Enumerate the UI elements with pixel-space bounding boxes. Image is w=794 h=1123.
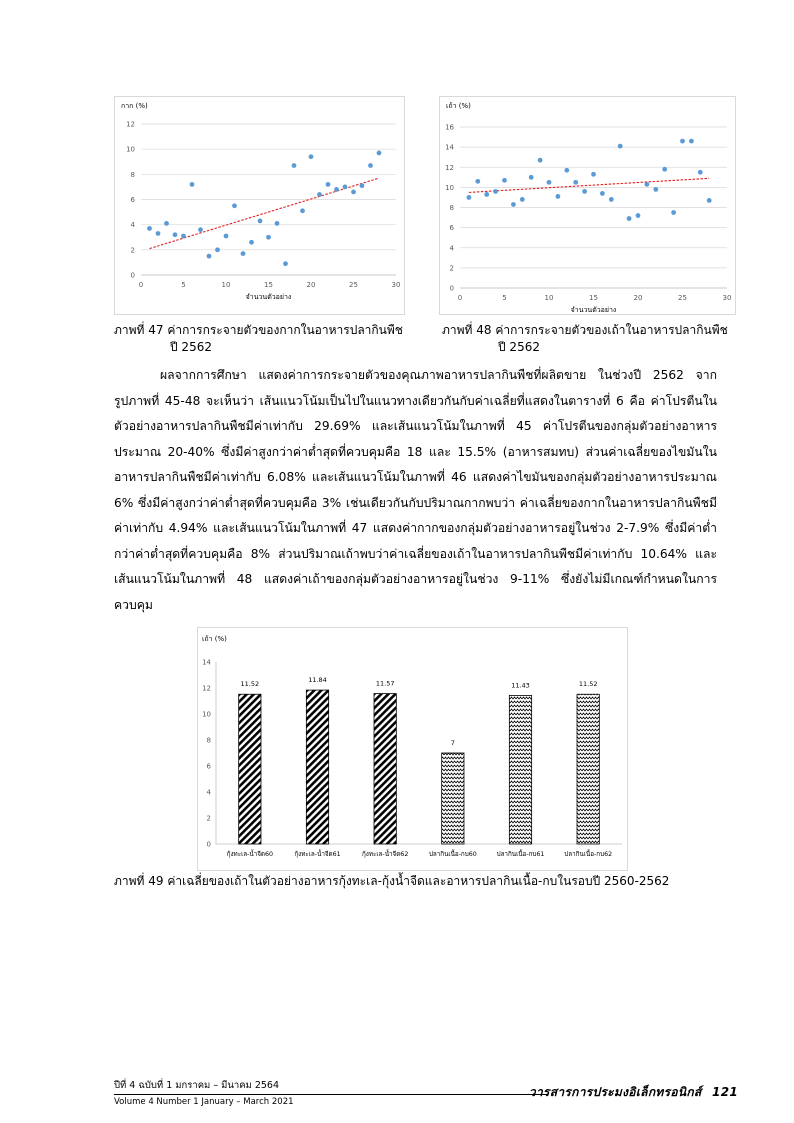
data-point <box>368 163 373 168</box>
chart-49-svg <box>198 628 627 870</box>
x-tick-label: 5 <box>181 281 186 289</box>
y-tick-label: 16 <box>445 123 454 132</box>
x-tick-label: 5 <box>502 294 507 302</box>
caption-48-line2: ปี 2562 <box>498 340 540 354</box>
y-tick-label: 6 <box>130 196 135 204</box>
footer-issue-en: Volume 4 Number 1 January – March 2021 <box>114 1097 294 1107</box>
data-point <box>591 172 596 177</box>
body-paragraph <box>114 363 717 618</box>
caption-48-line1: ภาพที่ 48 ค่าการกระจายตัวของเถ้าในอาหารปลากินพืช <box>442 323 728 337</box>
data-point <box>351 190 356 195</box>
bar <box>239 694 261 844</box>
data-point <box>520 197 525 202</box>
chart-47-svg <box>115 97 404 314</box>
bar <box>442 753 464 844</box>
data-point <box>538 158 543 163</box>
x-tick-label: 10 <box>544 294 554 302</box>
y-tick-label: 2 <box>130 246 135 255</box>
x-tick-label: 10 <box>221 281 231 289</box>
x-category-label: ปลากินเนื้อ-กบ61 <box>496 851 545 858</box>
data-point <box>609 197 614 202</box>
data-point <box>627 216 632 221</box>
footer-page-number: 121 <box>712 1085 738 1099</box>
data-point <box>190 182 195 187</box>
x-axis-title: จำนวนตัวอย่าง <box>570 306 617 314</box>
y-tick-label: 0 <box>449 284 454 293</box>
data-point <box>582 189 587 194</box>
y-tick-label: 6 <box>206 762 211 771</box>
bar-value-label: 11.57 <box>375 679 395 688</box>
data-point <box>707 198 712 203</box>
data-point <box>198 227 203 232</box>
caption-49: ภาพที่ 49 ค่าเฉลี่ยของเถ้าในตัวอย่างอาหารกุ้งทะเล-กุ้งน้ำจืดและอาหารปลากินเนื้อ-กบในรอบปี 2560-2562 <box>114 874 670 888</box>
bar-value-label: 11.52 <box>240 680 260 689</box>
footer-journal-name: วารสารการประมงอิเล็กทรอนิกส์ <box>528 1085 702 1099</box>
x-tick-label: 25 <box>349 281 358 289</box>
x-tick-label: 20 <box>306 281 316 289</box>
y-tick-label: 8 <box>130 170 135 179</box>
bar <box>577 694 599 844</box>
y-tick-label: 0 <box>206 840 211 849</box>
data-point <box>283 261 288 266</box>
data-point <box>689 139 694 144</box>
y-tick-label: 4 <box>130 221 135 230</box>
y-tick-label: 14 <box>202 658 211 667</box>
x-tick-label: 15 <box>589 294 598 302</box>
x-tick-label: 30 <box>391 281 401 289</box>
x-tick-label: 30 <box>722 294 732 302</box>
data-point <box>484 192 489 197</box>
data-point <box>511 202 516 207</box>
bar <box>374 694 396 844</box>
data-point <box>164 221 169 226</box>
data-point <box>636 213 641 218</box>
data-point <box>147 226 152 231</box>
x-tick-label: 0 <box>457 294 463 302</box>
data-point <box>698 170 703 175</box>
data-point <box>671 210 676 215</box>
caption-48 <box>442 322 742 356</box>
x-tick-label: 25 <box>678 294 687 302</box>
bar-value-label: 11.52 <box>578 680 598 689</box>
y-tick-label: 12 <box>445 163 454 172</box>
y-tick-label: 6 <box>449 224 454 233</box>
data-point <box>645 182 650 187</box>
y-tick-label: 10 <box>202 710 211 719</box>
x-category-label: ปลากินเนื้อ-กบ62 <box>564 851 613 858</box>
data-point <box>292 163 297 168</box>
y-tick-label: 2 <box>206 814 211 823</box>
data-point <box>317 192 322 197</box>
data-point <box>343 185 348 190</box>
y-tick-label: 8 <box>206 736 211 745</box>
data-point <box>215 247 220 252</box>
data-point <box>502 178 507 183</box>
data-point <box>547 180 552 185</box>
y-axis-title: เถ้า (%) <box>202 635 227 643</box>
bar-value-label: 7 <box>450 739 455 747</box>
data-point <box>653 187 658 192</box>
data-point <box>181 234 186 239</box>
caption-47 <box>114 322 414 356</box>
data-point <box>467 195 472 200</box>
data-point <box>600 191 605 196</box>
y-tick-label: 12 <box>126 120 135 129</box>
chart-49-ash-bar <box>197 627 628 871</box>
bar-value-label: 11.84 <box>308 676 327 685</box>
data-point <box>156 231 161 236</box>
data-point <box>564 168 569 173</box>
data-point <box>232 203 237 208</box>
data-point <box>377 151 382 156</box>
data-point <box>224 234 229 239</box>
chart-47-residue-scatter <box>114 96 405 315</box>
y-tick-label: 8 <box>449 204 454 212</box>
data-point <box>300 208 305 213</box>
footer-issue-th: ปีที่ 4 ฉบับที่ 1 มกราคม – มีนาคม 2564 <box>114 1080 280 1091</box>
x-category-label: ปลากินเนื้อ-กบ60 <box>428 851 477 858</box>
data-point <box>173 232 178 237</box>
chart-48-svg <box>440 97 735 314</box>
x-axis-title: จำนวนตัวอย่าง <box>245 293 292 301</box>
x-tick-label: 15 <box>264 281 273 289</box>
bar <box>509 695 531 844</box>
x-category-label: กุ้งทะเล-น้ำจืด60 <box>226 851 274 858</box>
x-tick-label: 20 <box>633 294 643 302</box>
paragraph-text: ผลจากการศึกษา แสดงค่าการกระจายตัวของคุณภาพอาหารปลากินพืชที่ผลิตขาย ในช่วงปี 2562 จากรูปภาพที่ 45-48 จะเห็นว่า เส้นแนวโน้มเป็นไปในแนวทางเดียวกันกับค่าเฉลี่ยที่แสดงในตารางที่ 6 คือ ค่าโปรตีนในตัวอย่างอาหารปลากินพืชมีค่าเท่ากับ 29.69% และเส้นแนวโน้มในภาพที่ 45 ค่าโปรตีนของกลุ่มตัวอย่างอาหารประมาณ 20-40% ซึ่งมีค่าสูงกว่าค่าต่ำสุดที่ควบคุมคือ 18 และ 15.5% (อาหารสมทบ) ส่วนค่าเฉลี่ยของไขมันในอาหารปลากินพืชมีค่าเท่ากับ 6.08% และเส้นแนวโน้มในภาพที่ 46 แสดงค่าไขมันของกลุ่มตัวอย่างอาหารประมาณ 6% ซึ่งมีค่าสูงกว่าค่าต่ำสุดที่ควบคุมคือ 3% เช่นเดียวกันกับปริมาณกากพบว่า ค่าเฉลี่ยของกากในอาหารปลากินพืชมีค่าเท่ากับ 4.94% และเส้นแนวโน้มในภาพที่ 47 แสดงค่ากากของกลุ่มตัวอย่างอาหารอยู่ในช่วง 2-7.9% ซึ่งมีค่าต่ำกว่าค่าต่ำสุดที่ควบคุมคือ 8% ส่วนปริมาณเถ้าพบว่าค่าเฉลี่ยของเถ้าในอาหารปลากินพืชมีค่าเท่ากับ 10.64% และเส้นแนวโน้มในภาพที่ 48 แสดงค่าเถ้าของกลุ่มตัวอย่างอาหารอยู่ในช่วง 9-11% ซึ่งยังไม่มีเกณฑ์กำหนดในการควบคุม <box>114 368 717 612</box>
bar <box>306 690 328 844</box>
data-point <box>258 218 263 223</box>
x-category-label: กุ้งทะเล-น้ำจืด62 <box>361 851 409 858</box>
data-point <box>326 182 331 187</box>
x-category-label: กุ้งทะเล-น้ำจืด61 <box>294 851 341 858</box>
y-tick-label: 4 <box>206 788 211 797</box>
footer-rule <box>114 1094 548 1095</box>
data-point <box>493 189 498 194</box>
data-point <box>475 179 480 184</box>
data-point <box>680 139 685 144</box>
data-point <box>662 167 667 172</box>
bar-value-label: 11.43 <box>511 681 530 690</box>
footer-journal <box>529 1083 738 1102</box>
y-axis-title: เถ้า (%) <box>446 102 471 110</box>
x-tick-label: 0 <box>138 281 144 289</box>
y-tick-label: 4 <box>449 244 454 253</box>
data-point <box>360 183 365 188</box>
y-tick-label: 0 <box>130 271 135 280</box>
data-point <box>573 180 578 185</box>
caption-47-line2: ปี 2562 <box>170 340 212 354</box>
data-point <box>529 175 534 180</box>
data-point <box>618 144 623 149</box>
data-point <box>275 221 280 226</box>
data-point <box>334 187 339 192</box>
data-point <box>207 254 212 259</box>
y-tick-label: 10 <box>126 145 135 154</box>
y-tick-label: 2 <box>449 264 454 273</box>
y-axis-title: กาก (%) <box>121 102 148 110</box>
data-point <box>266 235 271 240</box>
data-point <box>556 194 561 199</box>
y-tick-label: 10 <box>445 183 454 192</box>
y-tick-label: 14 <box>445 143 454 152</box>
data-point <box>249 240 254 245</box>
caption-47-line1: ภาพที่ 47 ค่าการกระจายตัวของกากในอาหารปลากินพืช <box>114 323 403 337</box>
chart-48-ash-scatter <box>439 96 736 315</box>
data-point <box>241 251 246 256</box>
y-tick-label: 12 <box>202 684 211 693</box>
data-point <box>309 154 314 159</box>
